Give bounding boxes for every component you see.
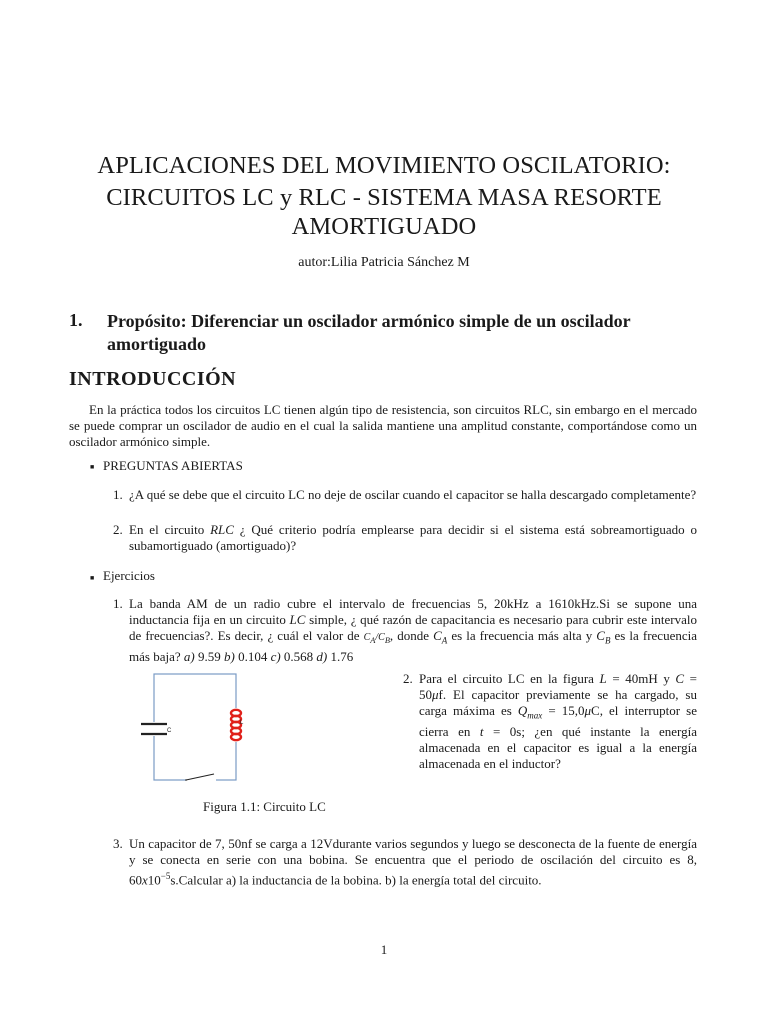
bullet-icon: ■ bbox=[90, 463, 95, 471]
intro-heading: INTRODUCCIÓN bbox=[69, 368, 237, 390]
ejercicio-1-text: La banda AM de un radio cubre el intervalo de frecuencias 5, 20kHz a 1610kHz.Si se supone una inductancia fija en un circuito LC simple, ¿ qué razón de capacitancia es necesario para cubrir este intervalo de frecuencias?. Es decir, ¿ cuál el valor de $C_A/C_B$, donde $C_A$ es la frecuencia más alta y $C_B$ es la frecuencia más baja? a) 9.59 b) 0.104 c) 0.568 d) 1.76 bbox=[129, 596, 697, 664]
lc-circuit-diagram bbox=[130, 668, 270, 788]
inductor-label: L bbox=[240, 720, 244, 726]
page-number: 1 bbox=[380, 942, 388, 957]
pregunta-1-text: ¿A qué se debe que el circuito LC no deje de oscilar cuando el capacitor se halla descargado completamente? bbox=[129, 487, 697, 502]
capacitor-label: C bbox=[167, 728, 172, 734]
intro-paragraph: En la práctica todos los circuitos LC tienen algún tipo de resistencia, son circuitos RLC, sin embargo en el mercado se puede comprar un oscilador de audio en el cual la salida mantiene una amplitud constante, comportándose como un oscilador armónico simple. bbox=[69, 402, 697, 449]
figure-caption: Figura 1.1: Circuito LC bbox=[203, 799, 326, 814]
ejercicio-2-text: Para el circuito LC en la figura L = 40mH y C = 50μf. El capacitor previamente se ha cargado, su carga máxima es $Q_{max} = 15,0\mu C$, el interruptor se cierra en t = 0s; ¿en qué instante la energía almacenada en el capacitor es igual a la energía almacenada en el inductor? bbox=[419, 671, 697, 771]
ejercicio-2-number: 2. bbox=[403, 671, 413, 686]
ejercicio-3-text: Un capacitor de 7, 50nf se carga a 12Vdurante varios segundos y luego se desconecta de la fuente de energía y se conecta en serie con una bobina. Se encuentra que el periodo de oscilación del circuito es 8, $60x10^{-5}s.Calcular$ a) la inductancia de la bobina. b) la energía total del circuito. bbox=[129, 836, 697, 888]
author: autor:Lilia Patricia Sánchez M bbox=[298, 255, 470, 270]
section-number: 1. bbox=[69, 310, 83, 330]
section-title: Propósito: Diferenciar un oscilador armónico simple de un oscilador amortiguado bbox=[107, 311, 631, 354]
ejercicios-heading: Ejercicios bbox=[103, 568, 155, 583]
doc-title-line-3: AMORTIGUADO bbox=[291, 213, 477, 240]
pregunta-2-number: 2. bbox=[113, 522, 123, 537]
preguntas-heading: PREGUNTAS ABIERTAS bbox=[103, 458, 243, 473]
doc-title-line-1: APLICACIONES DEL MOVIMIENTO OSCILATORIO: bbox=[97, 152, 671, 179]
rlc-term: RLC bbox=[210, 522, 234, 537]
bullet-icon: ■ bbox=[90, 574, 95, 582]
pregunta-1-number: 1. bbox=[113, 487, 123, 502]
ejercicio-1-number: 1. bbox=[113, 596, 123, 611]
pregunta-2-part-b: ¿ Qué criterio podría emplearse para decidir si el sistema está sobreamortiguado o subamortiguado (amortiguado)? bbox=[129, 522, 697, 553]
pregunta-2-part-a: En el circuito bbox=[129, 522, 211, 537]
pregunta-2-text bbox=[129, 522, 697, 554]
doc-title-line-2: CIRCUITOS LC y RLC - SISTEMA MASA RESORTE bbox=[106, 184, 662, 211]
ejercicio-3-number: 3. bbox=[113, 836, 123, 851]
